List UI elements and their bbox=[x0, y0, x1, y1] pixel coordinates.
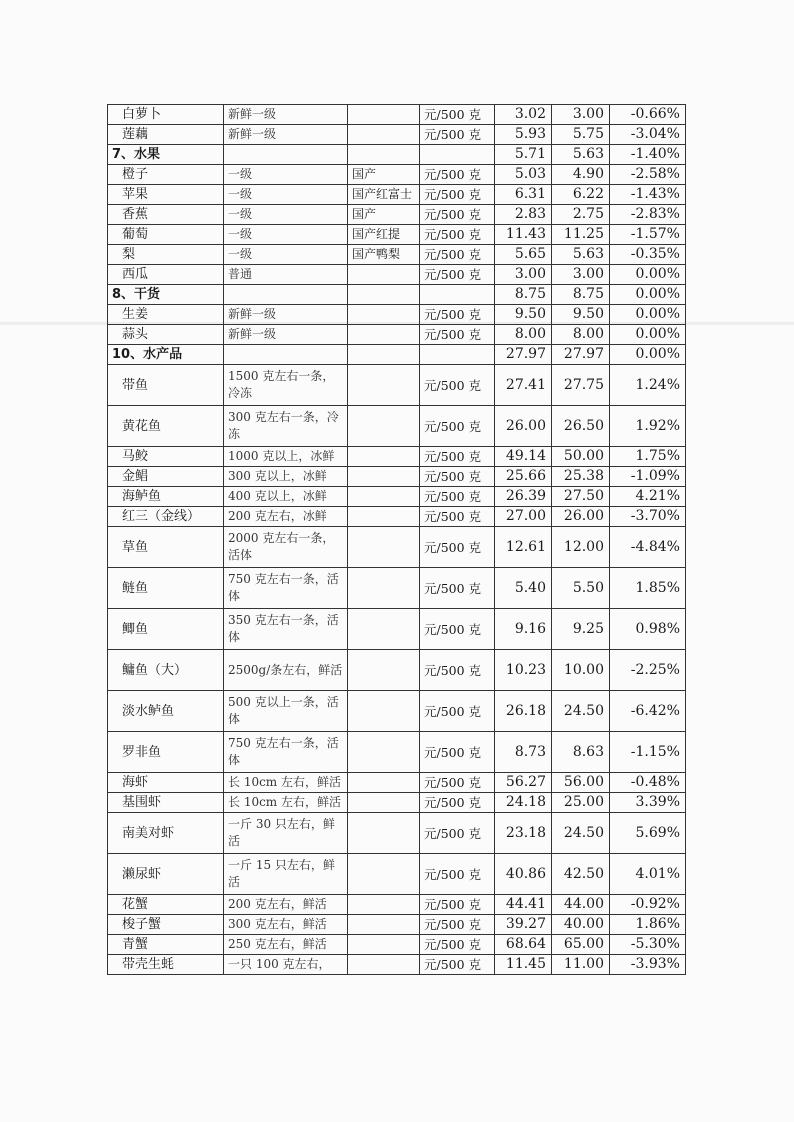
change-percent-cell: 1.92% bbox=[610, 406, 686, 447]
product-name-cell: 草鱼 bbox=[108, 527, 224, 568]
origin-cell bbox=[348, 125, 420, 145]
category-row bbox=[108, 345, 686, 365]
spec-cell bbox=[224, 285, 348, 305]
spec-cell: 一级 bbox=[224, 205, 348, 225]
unit-cell: 元/500 克 bbox=[420, 507, 495, 527]
origin-cell bbox=[348, 105, 420, 125]
current-price-cell: 5.63 bbox=[552, 145, 610, 165]
table-row bbox=[108, 732, 686, 773]
origin-cell: 国产红富士 bbox=[348, 185, 420, 205]
table-row bbox=[108, 467, 686, 487]
change-percent-cell: 5.69% bbox=[610, 813, 686, 854]
table-row bbox=[108, 568, 686, 609]
unit-cell: 元/500 克 bbox=[420, 915, 495, 935]
table-row bbox=[108, 225, 686, 245]
origin-cell bbox=[348, 650, 420, 691]
origin-cell bbox=[348, 507, 420, 527]
change-percent-cell: -1.15% bbox=[610, 732, 686, 773]
origin-cell bbox=[348, 365, 420, 406]
current-price-cell: 12.00 bbox=[552, 527, 610, 568]
origin-cell bbox=[348, 793, 420, 813]
table-row bbox=[108, 813, 686, 854]
product-name-cell: 蒜头 bbox=[108, 325, 224, 345]
product-name-cell: 梭子蟹 bbox=[108, 915, 224, 935]
product-name-cell: 基围虾 bbox=[108, 793, 224, 813]
unit-cell: 元/500 克 bbox=[420, 245, 495, 265]
current-price-cell: 26.50 bbox=[552, 406, 610, 447]
current-price-cell: 8.63 bbox=[552, 732, 610, 773]
table-row bbox=[108, 185, 686, 205]
spec-cell: 300 克左右一条，冷冻 bbox=[224, 406, 348, 447]
unit-cell: 元/500 克 bbox=[420, 955, 495, 975]
change-percent-cell: -2.25% bbox=[610, 650, 686, 691]
unit-cell: 元/500 克 bbox=[420, 105, 495, 125]
table-row bbox=[108, 105, 686, 125]
origin-cell bbox=[348, 406, 420, 447]
unit-cell bbox=[420, 145, 495, 165]
category-row bbox=[108, 285, 686, 305]
previous-price-cell: 26.18 bbox=[495, 691, 552, 732]
product-name-cell: 梨 bbox=[108, 245, 224, 265]
spec-cell: 新鲜一级 bbox=[224, 325, 348, 345]
spec-cell: 长 10cm 左右，鲜活 bbox=[224, 773, 348, 793]
product-name-cell: 淡水鲈鱼 bbox=[108, 691, 224, 732]
previous-price-cell: 23.18 bbox=[495, 813, 552, 854]
change-percent-cell: -0.92% bbox=[610, 895, 686, 915]
table-row bbox=[108, 691, 686, 732]
current-price-cell: 27.75 bbox=[552, 365, 610, 406]
previous-price-cell: 8.75 bbox=[495, 285, 552, 305]
current-price-cell: 6.22 bbox=[552, 185, 610, 205]
origin-cell bbox=[348, 325, 420, 345]
current-price-cell: 56.00 bbox=[552, 773, 610, 793]
previous-price-cell: 6.31 bbox=[495, 185, 552, 205]
product-name-cell: 罗非鱼 bbox=[108, 732, 224, 773]
change-percent-cell: -6.42% bbox=[610, 691, 686, 732]
spec-cell: 一级 bbox=[224, 165, 348, 185]
origin-cell bbox=[348, 145, 420, 165]
current-price-cell: 44.00 bbox=[552, 895, 610, 915]
change-percent-cell: -1.57% bbox=[610, 225, 686, 245]
table-row bbox=[108, 935, 686, 955]
unit-cell: 元/500 克 bbox=[420, 406, 495, 447]
table-row bbox=[108, 245, 686, 265]
unit-cell: 元/500 克 bbox=[420, 527, 495, 568]
spec-cell: 500 克以上一条，活体 bbox=[224, 691, 348, 732]
spec-cell: 一只 100 克左右， bbox=[224, 955, 348, 975]
previous-price-cell: 68.64 bbox=[495, 935, 552, 955]
previous-price-cell: 27.97 bbox=[495, 345, 552, 365]
table-row bbox=[108, 325, 686, 345]
previous-price-cell: 2.83 bbox=[495, 205, 552, 225]
price-table-body bbox=[108, 105, 686, 975]
spec-cell: 1500 克左右一条，冷冻 bbox=[224, 365, 348, 406]
origin-cell: 国产 bbox=[348, 205, 420, 225]
previous-price-cell: 8.73 bbox=[495, 732, 552, 773]
previous-price-cell: 10.23 bbox=[495, 650, 552, 691]
unit-cell: 元/500 克 bbox=[420, 265, 495, 285]
product-name-cell: 7、水果 bbox=[108, 145, 224, 165]
unit-cell: 元/500 克 bbox=[420, 205, 495, 225]
spec-cell: 750 克左右一条，活体 bbox=[224, 568, 348, 609]
unit-cell: 元/500 克 bbox=[420, 813, 495, 854]
change-percent-cell: 0.98% bbox=[610, 609, 686, 650]
current-price-cell: 2.75 bbox=[552, 205, 610, 225]
change-percent-cell: 4.21% bbox=[610, 487, 686, 507]
change-percent-cell: -3.70% bbox=[610, 507, 686, 527]
previous-price-cell: 3.00 bbox=[495, 265, 552, 285]
unit-cell: 元/500 克 bbox=[420, 935, 495, 955]
origin-cell bbox=[348, 609, 420, 650]
origin-cell bbox=[348, 773, 420, 793]
product-name-cell: 白萝卜 bbox=[108, 105, 224, 125]
spec-cell: 300 克以上，冰鲜 bbox=[224, 467, 348, 487]
product-name-cell: 葡萄 bbox=[108, 225, 224, 245]
change-percent-cell: 4.01% bbox=[610, 854, 686, 895]
spec-cell: 400 克以上，冰鲜 bbox=[224, 487, 348, 507]
change-percent-cell: 3.39% bbox=[610, 793, 686, 813]
product-name-cell: 香蕉 bbox=[108, 205, 224, 225]
current-price-cell: 5.63 bbox=[552, 245, 610, 265]
unit-cell: 元/500 克 bbox=[420, 467, 495, 487]
change-percent-cell: -5.30% bbox=[610, 935, 686, 955]
previous-price-cell: 11.43 bbox=[495, 225, 552, 245]
spec-cell: 一斤 30 只左右，鲜活 bbox=[224, 813, 348, 854]
unit-cell: 元/500 克 bbox=[420, 487, 495, 507]
spec-cell bbox=[224, 345, 348, 365]
spec-cell: 200 克左右，鲜活 bbox=[224, 895, 348, 915]
previous-price-cell: 9.16 bbox=[495, 609, 552, 650]
unit-cell: 元/500 克 bbox=[420, 691, 495, 732]
product-name-cell: 苹果 bbox=[108, 185, 224, 205]
previous-price-cell: 5.93 bbox=[495, 125, 552, 145]
previous-price-cell: 25.66 bbox=[495, 467, 552, 487]
origin-cell bbox=[348, 895, 420, 915]
current-price-cell: 50.00 bbox=[552, 447, 610, 467]
product-name-cell: 带壳生蚝 bbox=[108, 955, 224, 975]
current-price-cell: 3.00 bbox=[552, 105, 610, 125]
spec-cell: 新鲜一级 bbox=[224, 105, 348, 125]
spec-cell: 750 克左右一条，活体 bbox=[224, 732, 348, 773]
unit-cell: 元/500 克 bbox=[420, 793, 495, 813]
unit-cell: 元/500 克 bbox=[420, 732, 495, 773]
origin-cell bbox=[348, 487, 420, 507]
spec-cell: 350 克左右一条，活体 bbox=[224, 609, 348, 650]
spec-cell bbox=[224, 145, 348, 165]
change-percent-cell: -2.83% bbox=[610, 205, 686, 225]
change-percent-cell: -0.66% bbox=[610, 105, 686, 125]
unit-cell: 元/500 克 bbox=[420, 365, 495, 406]
origin-cell bbox=[348, 527, 420, 568]
previous-price-cell: 40.86 bbox=[495, 854, 552, 895]
product-name-cell: 西瓜 bbox=[108, 265, 224, 285]
table-row bbox=[108, 447, 686, 467]
spec-cell: 200 克左右，冰鲜 bbox=[224, 507, 348, 527]
unit-cell: 元/500 克 bbox=[420, 609, 495, 650]
origin-cell bbox=[348, 285, 420, 305]
previous-price-cell: 56.27 bbox=[495, 773, 552, 793]
product-name-cell: 青蟹 bbox=[108, 935, 224, 955]
change-percent-cell: -1.43% bbox=[610, 185, 686, 205]
table-row bbox=[108, 487, 686, 507]
change-percent-cell: 0.00% bbox=[610, 305, 686, 325]
current-price-cell: 11.25 bbox=[552, 225, 610, 245]
previous-price-cell: 39.27 bbox=[495, 915, 552, 935]
current-price-cell: 3.00 bbox=[552, 265, 610, 285]
current-price-cell: 26.00 bbox=[552, 507, 610, 527]
origin-cell bbox=[348, 305, 420, 325]
product-name-cell: 鲢鱼 bbox=[108, 568, 224, 609]
spec-cell: 新鲜一级 bbox=[224, 305, 348, 325]
product-name-cell: 10、水产品 bbox=[108, 345, 224, 365]
category-row bbox=[108, 145, 686, 165]
current-price-cell: 25.38 bbox=[552, 467, 610, 487]
spec-cell: 普通 bbox=[224, 265, 348, 285]
origin-cell bbox=[348, 854, 420, 895]
spec-cell: 一斤 15 只左右，鲜活 bbox=[224, 854, 348, 895]
price-table bbox=[107, 104, 686, 975]
table-row bbox=[108, 609, 686, 650]
unit-cell: 元/500 克 bbox=[420, 650, 495, 691]
previous-price-cell: 27.41 bbox=[495, 365, 552, 406]
spec-cell: 长 10cm 左右，鲜活 bbox=[224, 793, 348, 813]
current-price-cell: 25.00 bbox=[552, 793, 610, 813]
unit-cell: 元/500 克 bbox=[420, 895, 495, 915]
previous-price-cell: 26.39 bbox=[495, 487, 552, 507]
table-row bbox=[108, 205, 686, 225]
table-row bbox=[108, 650, 686, 691]
product-name-cell: 8、干货 bbox=[108, 285, 224, 305]
unit-cell: 元/500 克 bbox=[420, 305, 495, 325]
previous-price-cell: 8.00 bbox=[495, 325, 552, 345]
product-name-cell: 橙子 bbox=[108, 165, 224, 185]
table-row bbox=[108, 773, 686, 793]
spec-cell: 新鲜一级 bbox=[224, 125, 348, 145]
change-percent-cell: 1.86% bbox=[610, 915, 686, 935]
table-row bbox=[108, 527, 686, 568]
table-row bbox=[108, 895, 686, 915]
spec-cell: 2500g/条左右，鲜活 bbox=[224, 650, 348, 691]
current-price-cell: 5.75 bbox=[552, 125, 610, 145]
current-price-cell: 27.50 bbox=[552, 487, 610, 507]
product-name-cell: 马鲛 bbox=[108, 447, 224, 467]
origin-cell bbox=[348, 915, 420, 935]
change-percent-cell: -4.84% bbox=[610, 527, 686, 568]
unit-cell: 元/500 克 bbox=[420, 165, 495, 185]
product-name-cell: 南美对虾 bbox=[108, 813, 224, 854]
current-price-cell: 9.50 bbox=[552, 305, 610, 325]
change-percent-cell: 0.00% bbox=[610, 265, 686, 285]
unit-cell: 元/500 克 bbox=[420, 125, 495, 145]
change-percent-cell: 1.85% bbox=[610, 568, 686, 609]
previous-price-cell: 5.03 bbox=[495, 165, 552, 185]
product-name-cell: 生姜 bbox=[108, 305, 224, 325]
unit-cell bbox=[420, 285, 495, 305]
product-name-cell: 红三（金线） bbox=[108, 507, 224, 527]
product-name-cell: 黄花鱼 bbox=[108, 406, 224, 447]
origin-cell bbox=[348, 467, 420, 487]
table-row bbox=[108, 955, 686, 975]
product-name-cell: 濑尿虾 bbox=[108, 854, 224, 895]
previous-price-cell: 5.65 bbox=[495, 245, 552, 265]
spec-cell: 一级 bbox=[224, 225, 348, 245]
previous-price-cell: 5.71 bbox=[495, 145, 552, 165]
table-row bbox=[108, 915, 686, 935]
origin-cell: 国产鸭梨 bbox=[348, 245, 420, 265]
product-name-cell: 海虾 bbox=[108, 773, 224, 793]
current-price-cell: 8.75 bbox=[552, 285, 610, 305]
origin-cell: 国产 bbox=[348, 165, 420, 185]
product-name-cell: 花蟹 bbox=[108, 895, 224, 915]
previous-price-cell: 9.50 bbox=[495, 305, 552, 325]
previous-price-cell: 3.02 bbox=[495, 105, 552, 125]
origin-cell bbox=[348, 447, 420, 467]
current-price-cell: 27.97 bbox=[552, 345, 610, 365]
table-row bbox=[108, 406, 686, 447]
origin-cell bbox=[348, 732, 420, 773]
change-percent-cell: -0.48% bbox=[610, 773, 686, 793]
previous-price-cell: 49.14 bbox=[495, 447, 552, 467]
table-row bbox=[108, 507, 686, 527]
table-row bbox=[108, 793, 686, 813]
table-row bbox=[108, 165, 686, 185]
product-name-cell: 鲫鱼 bbox=[108, 609, 224, 650]
change-percent-cell: -0.35% bbox=[610, 245, 686, 265]
current-price-cell: 9.25 bbox=[552, 609, 610, 650]
product-name-cell: 带鱼 bbox=[108, 365, 224, 406]
previous-price-cell: 24.18 bbox=[495, 793, 552, 813]
current-price-cell: 24.50 bbox=[552, 813, 610, 854]
current-price-cell: 24.50 bbox=[552, 691, 610, 732]
previous-price-cell: 27.00 bbox=[495, 507, 552, 527]
current-price-cell: 65.00 bbox=[552, 935, 610, 955]
current-price-cell: 8.00 bbox=[552, 325, 610, 345]
origin-cell bbox=[348, 345, 420, 365]
table-row bbox=[108, 265, 686, 285]
change-percent-cell: -1.09% bbox=[610, 467, 686, 487]
spec-cell: 300 克左右，鲜活 bbox=[224, 915, 348, 935]
origin-cell bbox=[348, 691, 420, 732]
change-percent-cell: -3.04% bbox=[610, 125, 686, 145]
change-percent-cell: -3.93% bbox=[610, 955, 686, 975]
previous-price-cell: 5.40 bbox=[495, 568, 552, 609]
unit-cell: 元/500 克 bbox=[420, 325, 495, 345]
spec-cell: 2000 克左右一条，活体 bbox=[224, 527, 348, 568]
product-name-cell: 鳙鱼（大） bbox=[108, 650, 224, 691]
spec-cell: 250 克左右，鲜活 bbox=[224, 935, 348, 955]
previous-price-cell: 44.41 bbox=[495, 895, 552, 915]
current-price-cell: 40.00 bbox=[552, 915, 610, 935]
table-row bbox=[108, 305, 686, 325]
product-name-cell: 海鲈鱼 bbox=[108, 487, 224, 507]
unit-cell bbox=[420, 345, 495, 365]
previous-price-cell: 12.61 bbox=[495, 527, 552, 568]
unit-cell: 元/500 克 bbox=[420, 225, 495, 245]
unit-cell: 元/500 克 bbox=[420, 568, 495, 609]
origin-cell bbox=[348, 935, 420, 955]
unit-cell: 元/500 克 bbox=[420, 773, 495, 793]
unit-cell: 元/500 克 bbox=[420, 854, 495, 895]
spec-cell: 一级 bbox=[224, 185, 348, 205]
origin-cell: 国产红提 bbox=[348, 225, 420, 245]
spec-cell: 一级 bbox=[224, 245, 348, 265]
origin-cell bbox=[348, 955, 420, 975]
unit-cell: 元/500 克 bbox=[420, 447, 495, 467]
change-percent-cell: 0.00% bbox=[610, 325, 686, 345]
current-price-cell: 10.00 bbox=[552, 650, 610, 691]
origin-cell bbox=[348, 568, 420, 609]
current-price-cell: 11.00 bbox=[552, 955, 610, 975]
change-percent-cell: -1.40% bbox=[610, 145, 686, 165]
previous-price-cell: 11.45 bbox=[495, 955, 552, 975]
table-row bbox=[108, 125, 686, 145]
previous-price-cell: 26.00 bbox=[495, 406, 552, 447]
table-row bbox=[108, 854, 686, 895]
change-percent-cell: -2.58% bbox=[610, 165, 686, 185]
change-percent-cell: 0.00% bbox=[610, 345, 686, 365]
unit-cell: 元/500 克 bbox=[420, 185, 495, 205]
change-percent-cell: 0.00% bbox=[610, 285, 686, 305]
product-name-cell: 金鲳 bbox=[108, 467, 224, 487]
origin-cell bbox=[348, 813, 420, 854]
table-row bbox=[108, 365, 686, 406]
current-price-cell: 5.50 bbox=[552, 568, 610, 609]
current-price-cell: 4.90 bbox=[552, 165, 610, 185]
current-price-cell: 42.50 bbox=[552, 854, 610, 895]
product-name-cell: 莲藕 bbox=[108, 125, 224, 145]
origin-cell bbox=[348, 265, 420, 285]
spec-cell: 1000 克以上，冰鲜 bbox=[224, 447, 348, 467]
change-percent-cell: 1.75% bbox=[610, 447, 686, 467]
change-percent-cell: 1.24% bbox=[610, 365, 686, 406]
